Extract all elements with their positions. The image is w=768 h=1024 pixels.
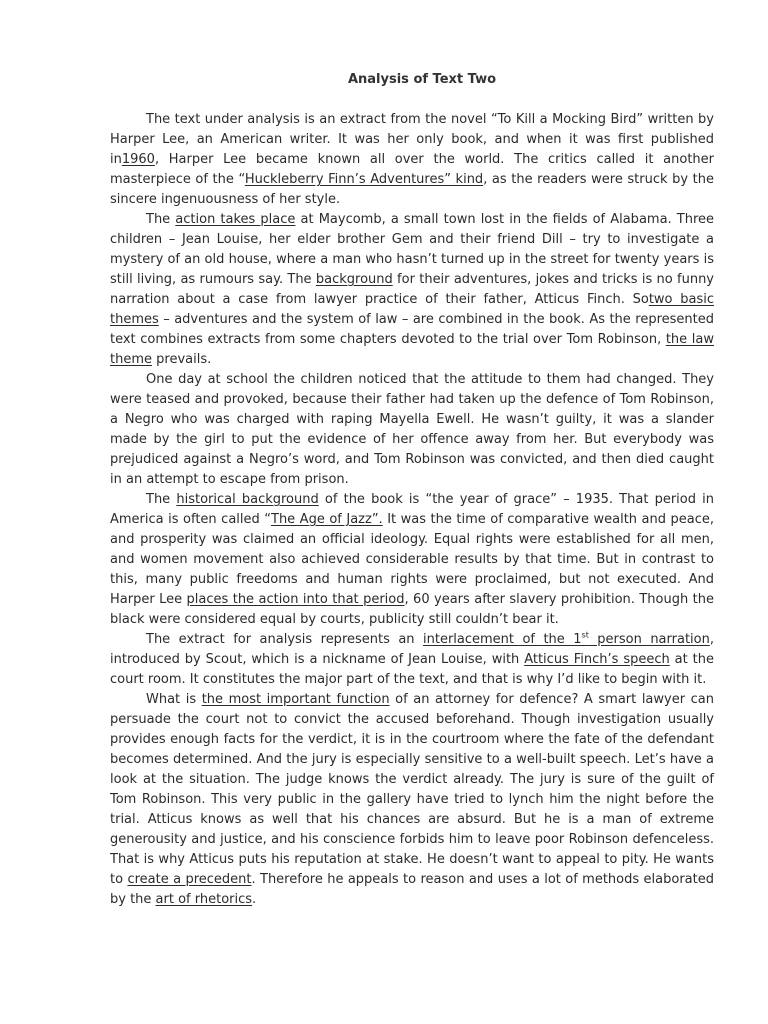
underlined-phrase: create a precedent — [127, 872, 252, 887]
underlined-phrase: action takes place — [175, 212, 296, 227]
text-run: of an attorney for defence? A smart lawyer can persuade the court not to convict the accused beforehand. Though investigation usually provides enough facts for the verdict, it is in the courtroom where the fate of the defendant becomes determined. And the jury is especially sensitive to a well-built speech. Let’s have a look at the situation. The judge knows the verdict already. The jury is sure of the guilt of Tom Robinson. This very public in the gallery have tried to lynch him the night before the trial. Atticus knows as well that his chances are absurd. But he is a man of extreme generousity and justice, and his conscience forbids him to leave poor Robinson defenceless. That is why Atticus puts his reputation at stake. He doesn’t want to appeal to pity. He wants to — [110, 692, 714, 887]
underlined-phrase: art of rhetorics — [155, 892, 253, 907]
text-run: prevails. — [152, 352, 212, 367]
underlined-phrase — [423, 632, 710, 647]
paragraph-3: One day at school the children noticed that the attitude to them had changed. They were teased and provoked, because their father had taken up the defence of Tom Robinson, a Negro who was charged with raping Mayella Ewell. He wasn’t guilty, it was a slander made by the girl to put the evidence of her offence away from her. But everybody was prejudiced against a Negro’s word, and Tom Robinson was convicted, and then died caught in an attempt to escape from prison. — [110, 372, 714, 487]
text-run: The text under analysis is an extract from the novel “To Kill a Mocking Bird” written by Harper Lee, an American writer. It was her only book, and when it was first published in — [110, 112, 714, 167]
underlined-phrase: The Age of Jazz”. — [271, 512, 383, 527]
text-run: It was the time of comparative wealth and peace, and prosperity was claimed an official ideology. Equal rights were established for all men, and women movement also achieved considerable results by that time. But in contrast to this, many public freedoms and human rights were proclaimed, but not executed. And Harper Lee — [110, 512, 714, 607]
document-body — [110, 110, 714, 910]
text-run: , as the readers were struck by the sincere ingenuousness of her style. — [110, 172, 714, 207]
text-run: The — [146, 492, 177, 507]
superscript: st — [581, 630, 589, 640]
paragraph-5 — [110, 630, 714, 690]
text-run: The extract for analysis represents an — [146, 632, 423, 647]
text-run: The — [146, 212, 176, 227]
text-run: of the book is “the year of grace” – 1935. That period in America is often called “ — [110, 492, 714, 527]
text-run: . — [252, 892, 257, 907]
underlined-phrase: places the action into that period — [186, 592, 405, 607]
underlined-phrase: Atticus Finch’s speech — [524, 652, 670, 667]
text-run: . Therefore he appeals to reason and uses a lot of methods elaborated by the — [110, 872, 714, 907]
text-run: person narration — [588, 632, 710, 647]
underlined-phrase: two basic themes — [110, 292, 714, 327]
paragraph-6 — [110, 690, 714, 910]
text-run: for their adventures, jokes and tricks is no funny narration about a case from lawyer practice of their father, Atticus Finch. So — [110, 272, 715, 307]
text-run: , 60 years after slavery prohibition. Though the black were considered equal by courts, publicity still couldn’t bear it. — [110, 592, 714, 627]
text-run: at Maycomb, a small town lost in the fields of Alabama. Three children – Jean Louise, her elder brother Gem and their friend Dill – try to investigate a mystery of an old house, where a man who hasn’t turned up in the street for twenty years is still living, as rumours say. The — [110, 212, 715, 287]
underlined-phrase: the most important function — [201, 692, 390, 707]
underlined-phrase: background — [315, 272, 393, 287]
text-run: , introduced by Scout, which is a nickname of Jean Louise, with — [110, 632, 714, 667]
underlined-phrase: historical background — [176, 492, 319, 507]
text-run: at the court room. It constitutes the major part of the text, and that is why I’d like to begin with it. — [110, 652, 714, 687]
text-run: , Harper Lee became known all over the world. The critics called it another masterpiece of the “ — [110, 152, 714, 187]
paragraph-1 — [110, 110, 714, 210]
text-run: What is — [146, 692, 202, 707]
paragraph-4 — [110, 490, 714, 630]
text-run: – adventures and the system of law – are combined in the book. As the represented text combines extracts from some chapters devoted to the trial over Tom Robinson, — [110, 312, 714, 347]
paragraph-2 — [110, 210, 714, 370]
text-run: interlacement of the 1 — [423, 632, 582, 647]
document-title: Analysis of Text Two — [347, 72, 497, 87]
underlined-phrase: Huckleberry Finn’s Adventures” kind — [244, 172, 484, 187]
underlined-phrase: the law theme — [110, 332, 714, 367]
underlined-phrase: 1960 — [121, 152, 155, 167]
